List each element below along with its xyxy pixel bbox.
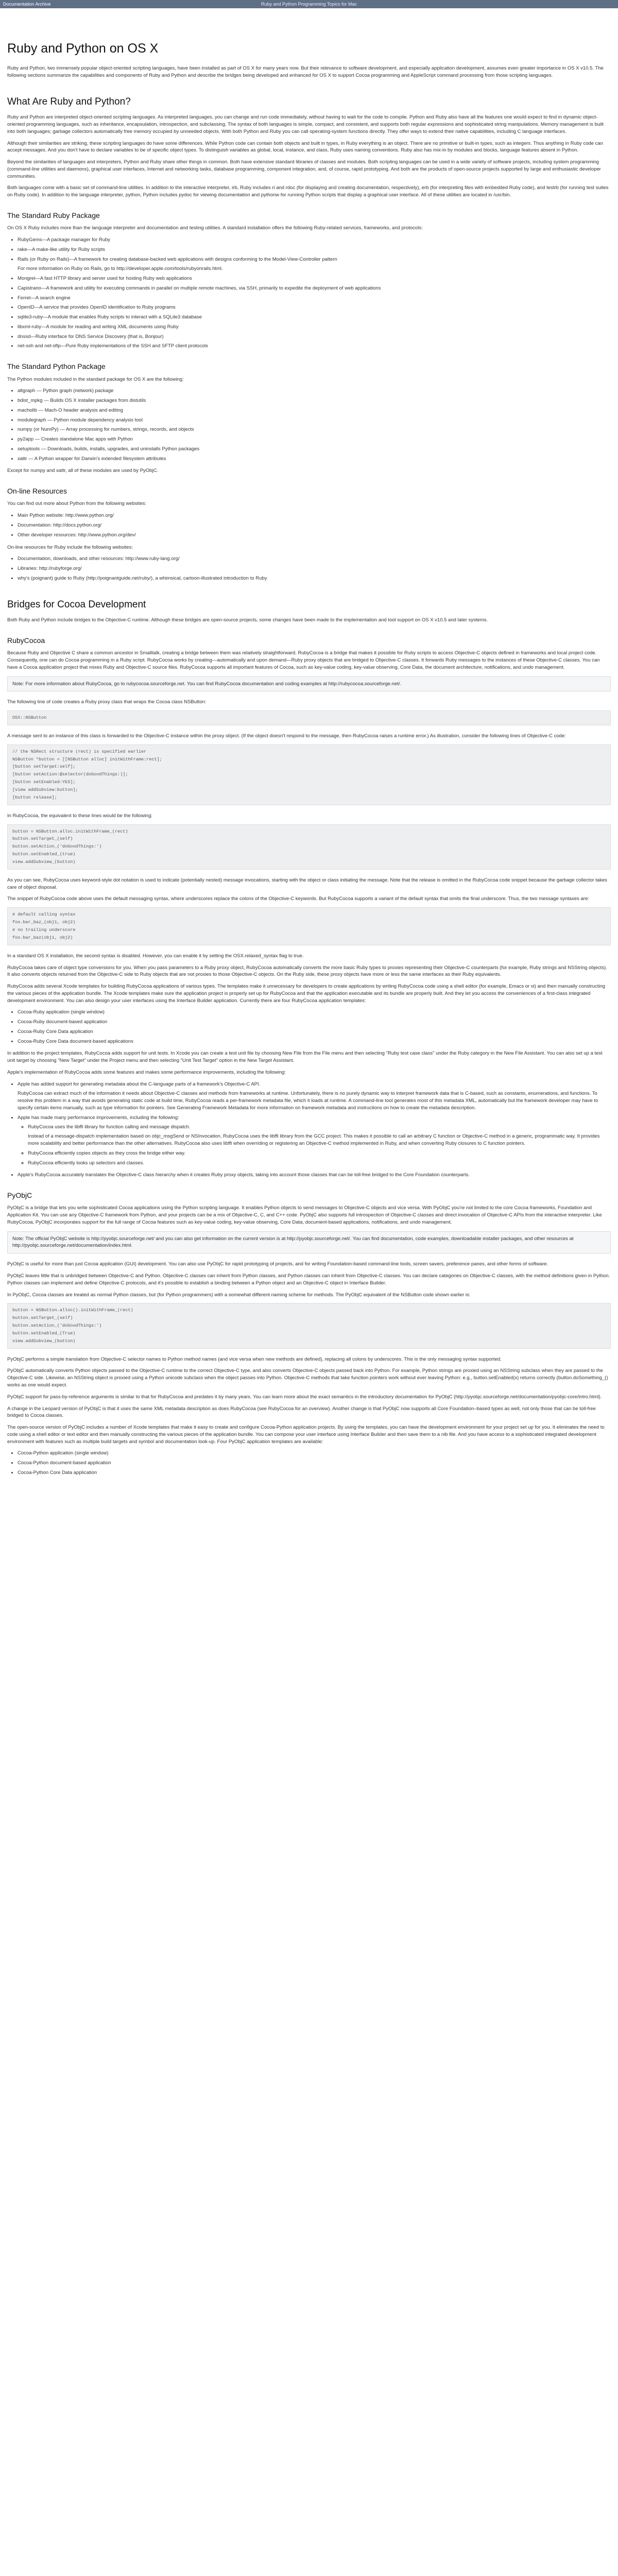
list-item: • Cocoa-Python document-based application	[18, 1460, 611, 1467]
ruby-package-list	[7, 236, 611, 350]
rails-more-info[interactable]: For more information on Ruby on Rails, go to http://developer.apple.com/tools/rubyonrails.html.	[18, 266, 223, 272]
list-item: • altgraph — Python graph (network) package	[18, 387, 611, 395]
documentation-archive-link[interactable]: Documentation Archive	[3, 2, 51, 7]
paragraph: Both languages come with a basic set of command-line utilities. In addition to the interactive interpreter, irb, Ruby includes ri and rdoc (for displaying and creating documentation, respectively), erb (for interpreting files with embedded Ruby code), and testrb (for running test suites on Ruby code). In addition to the language interpreter, python, Python includes pydoc for viewing documentation and pythonw for running Python scripts that display a graphical user interface. All of these utilities are located in /usr/bin.	[7, 185, 609, 198]
list-item: • bdist_mpkg — Builds OS X installer packages from distutils	[18, 397, 611, 404]
section-heading-python-package: The Standard Python Package	[7, 362, 106, 371]
paragraph: On OS X Ruby includes more than the language interpreter and documentation and testing utilities. A standard installation offers the following Ruby-related services, frameworks, and protocols:	[7, 225, 423, 231]
python-resources-list	[7, 512, 611, 538]
article-content	[7, 8, 611, 1477]
paragraph: On-line resources for Ruby include the following websites:	[7, 544, 133, 550]
list-item: • modulegraph — Python module dependency analysis tool	[18, 417, 611, 424]
resource-link[interactable]: • why's (poignant) guide to Ruby (http://poignantguide.net/ruby/), a whimsical, cartoon-illustrated introduction to Ruby	[18, 575, 611, 582]
pyobjc-templates-list	[7, 1450, 611, 1476]
python-package-list	[7, 387, 611, 462]
list-item: • py2app — Creates standalone Mac apps with Python	[18, 436, 611, 443]
list-item: • numpy (or NumPy) — Array processing for numbers, strings, records, and objects	[18, 426, 611, 433]
section-heading-ruby-package: The Standard Ruby Package	[7, 211, 100, 219]
section-heading-what: What Are Ruby and Python?	[7, 96, 131, 107]
paragraph: RubyCocoa takes care of object type conversions for you. When you pass parameters to a Ruby proxy object, RubyCocoa automatically converts the more basic Ruby types to proxies representing their Objective-C counterparts (for example, Ruby strings and NSString objects). It also converts objects returned from the Objective-C side to Ruby objects that are not proxies to those Objective-C objects. On the Ruby side, these proxy objects have more or less the same interfaces as their Ruby equivalents.	[7, 964, 607, 978]
list-item: • dnssd—Ruby interface for DNS Service Discovery (that is, Bonjour)	[18, 333, 611, 341]
paragraph: Except for numpy and xattr, all of these modules are used by PyObjC.	[7, 468, 159, 474]
code-block: button = NSButton.alloc.initWithFrame_(rect) button.setTarget_(self) button.setAction_('doGoodThings:') button.setEnabled_(true) view.addSubview_(button)	[7, 824, 611, 870]
list-item: • Ferret—A search engine	[18, 295, 611, 302]
list-item: • Apple's RubyCocoa accurately translates the Objective-C class hierarchy when it creates Ruby proxy objects, taking into account those classes that can be toll-free bridged to the Core Foundation counterparts.	[18, 1172, 611, 1179]
paragraph: In a standard OS X installation, the second syntax is disabled. However, you can enable it by setting the OSX.relaxed_syntax flag to true.	[7, 953, 304, 959]
list-item: • sqlite3-ruby—A module that enables Ruby scripts to interact with a SQLite3 database	[18, 314, 611, 321]
list-item: • xattr — A Python wrapper for Darwin's extended filesystem attributes	[18, 455, 611, 463]
paragraph: In PyObjC, Cocoa classes are treated as normal Python classes, but (for Python programmers) with a somewhat different naming scheme for methods. The PyObjC equivalent of the NSButton code shown earlier is:	[7, 1292, 471, 1298]
ruby-resources-list	[7, 555, 611, 582]
rubycocoa-templates-list	[7, 1009, 611, 1045]
list-item: Instead of a message-dispatch implementation based on objc_msgSend or NSInvocation, RubyCocoa uses the libffi library from the GCC project. This makes it possible to call an arbitrary C function or Objective-C method in a generic, programmatic way. It provides more scalability and better performance than the other alternatives. RubyCocoa also uses libffi when overriding or registering an Objective-C method implemented in Ruby, and when converting Ruby closures to C function pointers.	[28, 1133, 600, 1147]
list-item: • net-ssh and net-sftp—Pure Ruby implementations of the SSH and SFTP client protocols	[18, 343, 611, 350]
list-item-text: Apple has made many performance improvements, including the following:	[18, 1114, 179, 1121]
list-item: • setuptools — Downloads, builds, installs, upgrades, and uninstalls Python packages	[18, 446, 611, 453]
paragraph: Ruby and Python are interpreted object-oriented scripting languages. As interpreted languages, you can change and run code immediately, without having to wait for the code to compile. Python and Ruby also have all the features one would expect to find in dynamic object-oriented programming languages, such as inheritance, encapsulation, introspection, and subclassing. The syntax of both languages is simple, compact, and consistent, and supports both regular expressions and sophisticated string manipulations. Memory management is built into both languages; garbage collectors automatically free memory occupied by unneeded objects. With both Python and Ruby you can call operating-system functions directly. They offer ways to extend their native capabilities, including C language interfaces.	[7, 114, 604, 134]
section-heading-rubycocoa: RubyCocoa	[7, 636, 45, 645]
list-item	[18, 1114, 611, 1167]
list-item: • Cocoa-Ruby document-based application	[18, 1019, 611, 1026]
paragraph: PyObjC is useful for more than just Cocoa application (GUI) development. You can also use PyObjC for rapid prototyping of projects, and for writing Foundation-based command-line tools, screen savers, preference panes, and other forms of software.	[7, 1261, 548, 1267]
paragraph: The open-source version of PyObjC includes a number of Xcode templates that make it easy to create and configure Cocoa-Python application projects. By using the templates, you can have the development environment for your project set up for you. It eliminates the need to code using a shell editor or text editor and then manually constructing the various pieces of the application bundle. You can compose your user interface using Interface Builder and then save them to a nib file. And you have access to a sophisticated integrated development environment with features such as multiple build targets and symbol and documentation look-up. Four PyObjC application templates are available:	[7, 1425, 605, 1445]
paragraph: Both Ruby and Python include bridges to the Objective-C runtime. Although these bridges are open-source projects, some changes have been made to the implementation and tool support on OS X v10.5 and later systems.	[7, 617, 488, 623]
paragraph: A message sent to an instance of this class is forwarded to the Objective-C instance within the proxy object. (If the object doesn't respond to the message, then RubyCocoa raises a runtime error.) As illustration, consider the following lines of Objective-C code:	[7, 733, 566, 739]
list-item: ◦ RubyCocoa efficiently looks up selectors and classes.	[28, 1160, 611, 1167]
paragraph: RubyCocoa can extract much of the information it needs about Objective-C classes and methods from frameworks at runtime. Unfortunately, there is no purely dynamic way to interpret framework data that is C-based, such as constants, enumerations, and functions. To resolve this problem in a way that avoids generating static code at build time, RubyCocoa reads a per-framework metadata file, which it loads at runtime. A command-line tool generates most of this metadata XML, automatically but the framework developer may have to specify certain items manually, such as type information for pointers. See Generating Framework Metadata for more information on framework metadata and instructions on how to create the metadata description.	[18, 1091, 598, 1111]
list-item: • Capistrano—A framework and utility for executing commands in parallel on multiple remote machines, via SSH, primarily to expedite the deployment of web applications	[18, 285, 611, 292]
paragraph: PyObjC support for pass-by-reference arguments is similar to that for RubyCocoa and predates it by many years. You can learn more about the exact semantics in the introductory documentation for PyObjC (http://pyobjc.sourceforge.net/documentation/pyobjc-core/intro.html).	[7, 1394, 602, 1400]
paragraph: PyObjC performs a simple translation from Objective-C selector names to Python method names (and vice versa when new methods are defined), replacing all colons by underscores. This is the only messaging syntax supported.	[7, 1356, 502, 1362]
list-item: • libxml-ruby—A module for reading and writing XML documents using Ruby	[18, 324, 611, 331]
page-title: Ruby and Python on OS X	[7, 41, 159, 56]
paragraph: Because Ruby and Objective C share a common ancestor in Smalltalk, creating a bridge between them was relatively straightforward. RubyCocoa is a bridge that makes it possible for Ruby scripts to access Objective-C objects defined in frameworks and local project code. Consequently, one can do Cocoa programming in a Ruby script. RubyCocoa works by creating—automatically and upon demand—Ruby proxy objects that are bridged to Objective-C classes. It forwards Ruby messages to the instances of these Objective-C classes. You can have a Cocoa application project that mixes Ruby and Objective-C source files. RubyCocoa supports all important features of Cocoa, such as key-value coding, key-value observing, Core Data, the document architecture, notifications, and undo management.	[7, 650, 600, 670]
list-item: • Cocoa-Ruby Core Data document-based applications	[18, 1038, 611, 1045]
paragraph: PyObjC leaves little that is unbridged between Objective-C and Python. Objective-C classes can inherit from Python classes, and Python classes can inherit from Objective-C classes. You can declare categories on Objective-C classes, with the method definitions given in Python. Python classes can implement and define Objective-C protocols, and it's possible to establish a binding between a Python object and an Objective-C object in Interface Builder.	[7, 1273, 610, 1286]
paragraph: PyObjC automatically converts Python objects passed to the Objective-C runtime to the correct Objective-C type, and also converts Objective-C objects passed back into Python. For example, Python strings are proxied using an NSString subclass when they are passed to the Objective-C side. Likewise, an NSString object is proxied using a Python unicode subclass when the object passes into Python. Objective-C methods that take function pointers work without ever leaving Python: e.g., button.setEnabled(x) returns correctly (button.doSomething_() works as one would expect.	[7, 1368, 608, 1388]
list-item: • Cocoa-Python Core Data application	[18, 1469, 611, 1477]
list-item-text: Apple has added support for generating metadata about the C-language parts of a framework's Objective-C API.	[18, 1081, 261, 1087]
paragraph: Beyond the similarities of languages and interpreters, Python and Ruby share other things in common. Both have extensive standard libraries of classes and modules. Both scripting languages can be used in a wide variety of software projects, including system programming (command-line utilities and daemons), graphical user interfaces, Internet and networking tasks, database programming, component integration, and, of course, rapid prototyping. And both are the products of open-source projects supported by large and enthusiastic developer communities.	[7, 159, 601, 179]
archive-topbar	[0, 0, 618, 8]
list-item: • macholib — Mach-O header analysis and editing	[18, 407, 611, 414]
list-item: • Cocoa-Ruby Core Data application	[18, 1028, 611, 1036]
list-item: ◦ RubyCocoa efficiently copies objects as they cross the bridge either way.	[28, 1150, 611, 1157]
intro-paragraph: Ruby and Python, two immensely popular object-oriented scripting languages, have been installed as part of OS X for many years now. But their relevance to software development, and especially application development, assumes even greater importance in OS X v10.5. The following sections summarize the capabilities and components of Ruby and Python and describe the bridges being developed and enhanced for OS X to support Cocoa programming and AppleScript command processing from those scripting languages.	[7, 65, 604, 79]
list-item	[18, 256, 611, 273]
paragraph: PyObjC is a bridge that lets you write sophisticated Cocoa applications using the Python scripting language. It enables Python objects to send messages to Objective-C objects and vice versa. With PyObjC you're not limited to the core Cocoa frameworks, Foundation and Application Kit. You can use any Objective-C framework from Python, and your projects can be a mix of Objective-C, C, and C++ code. PyObjC also supports full introspection of Objective-C classes and direct invocation of Objective-C APIs from the interactive interpreter. Like RubyCocoa, PyObjC incorporates support for the full range of Cocoa features such as key-value coding, key-value observing, Core Data, document-based applications, notifications, and undo management.	[7, 1205, 602, 1225]
code-block: OSX::NSButton	[7, 710, 611, 725]
rubycocoa-features-list	[7, 1081, 611, 1179]
paragraph: The following line of code creates a Ruby proxy class that wraps the Cocoa class NSButton:	[7, 699, 207, 705]
paragraph: In addition to the project templates, RubyCocoa adds support for unit tests. In Xcode you can create a test unit file by choosing New File from the File menu and then selecting "Ruby test case class" under the Ruby category in the New File Assistant. You can also set up a test unit target by choosing "New Target" under the Project menu and then selecting "Unit Test Target" option in the New Target Assistant.	[7, 1050, 603, 1064]
resource-link[interactable]: • Libraries: http://rubyforge.org/	[18, 565, 611, 572]
document-title-bar: Ruby and Python Programming Topics for Mac	[261, 2, 357, 7]
paragraph: The snippet of RubyCocoa code above uses the default messaging syntax, where underscores replace the colons of the Objective-C keywords. But RubyCocoa supports a variant of the default syntax that omits the final underscore. Thus, the two message syntaxes are:	[7, 896, 589, 902]
sub-list	[18, 1124, 611, 1167]
section-heading-pyobjc: PyObjC	[7, 1191, 32, 1200]
section-heading-bridges: Bridges for Cocoa Development	[7, 599, 146, 610]
resource-link[interactable]: • Main Python website: http://www.python.org/	[18, 512, 611, 519]
list-item: • Cocoa-Python application (single window)	[18, 1450, 611, 1457]
section-heading-online: On-line Resources	[7, 487, 67, 496]
list-item	[18, 1081, 611, 1112]
paragraph: Apple's implementation of RubyCocoa adds some features and makes some performance improvements, including the following:	[7, 1069, 286, 1075]
note-box: Note: The official PyObjC website is http://pyobjc.sourceforge.net/ and you can also get information on the current version is at http://pyobjc.sourceforge.net/. You can find documentation, code examples, downloadable installer packages, and other resources at http://pyobjc.sourceforge.net/documentation/index.html.	[7, 1231, 611, 1254]
list-item: • RubyGems—A package manager for Ruby	[18, 236, 611, 244]
list-item: ◦ RubyCocoa uses the libffi library for function calling and message dispatch.	[28, 1124, 611, 1131]
list-item: • Mongrel—A fast HTTP library and server used for hosting Ruby web applications	[18, 275, 611, 282]
list-item: • rake—A make-like utility for Ruby scripts	[18, 246, 611, 253]
paragraph: As you can see, RubyCocoa uses keyword-style dot notation is used to indicate (potentially nested) message invocations, starting with the object or class initiating the message. Note that the release is omitted in the RubyCocoa code snippet because the garbage collector takes care of object disposal.	[7, 877, 607, 890]
paragraph: You can find out more about Python from the following websites:	[7, 501, 147, 507]
list-item: • OpenID—A service that provides OpenID identification to Ruby programs	[18, 304, 611, 311]
code-block: button = NSButton.alloc().initWithFrame_(rect) button.setTarget_(self) button.setAction_('doGoodThings:') button.setEnabled_(True) view.addSubview_(button)	[7, 1303, 611, 1348]
code-block: // the NSRect structure (rect) is specified earlier NSButton *button = [[NSButton alloc] initWithFrame:rect]; [button setTarget:self]; [button setAction:@selector(doGoodThings:)]; [button setEnabled:YES]; [view addSubview:button]; [button release];	[7, 744, 611, 805]
paragraph: The Python modules included in the standard package for OS X are the following:	[7, 376, 184, 382]
code-block: # default calling syntax foo.bar_baz_(obj1, obj2) # no trailing underscore foo.bar_baz(obj1, obj2)	[7, 907, 611, 945]
paragraph: In RubyCocoa, the equivalent to these lines would be the following:	[7, 812, 153, 819]
paragraph: RubyCocoa adds several Xcode templates for building RubyCocoa applications of various types. The templates make it unnecessary for developers to create applications by writing RubyCocoa code using a shell editor (for example, Emacs or vi) and then manually constructing the various pieces of the application bundle. The Xcode templates make sure the application project is properly set up for RubyCocoa and that the application executable and its bundle are properly built. And they let you access the conveniences of a first-class integrated development environment. You can also design your user interfaces using the Interface Builder application. Currently there are four RubyCocoa application templates:	[7, 984, 606, 1004]
list-item-text: Rails (or Ruby on Rails)—A framework for creating database-backed web applications with designs conforming to the Model-View-Controller pattern	[18, 256, 337, 262]
resource-link[interactable]: • Documentation, downloads, and other resources: http://www.ruby-lang.org/	[18, 555, 611, 563]
paragraph: A change in the Leopard version of PyObjC is that it uses the same XML metadata description as does RubyCocoa (see RubyCocoa for an overview). Another change is that PyObjC now supports all Core Foundation–based types as well, not only those that can be toll-free bridged to Cocoa classes.	[7, 1405, 596, 1419]
resource-link[interactable]: • Documentation: http://docs.python.org/	[18, 522, 611, 529]
note-box: Note: For more information about RubyCocoa, go to rubycocoa.sourceforge.net. You can find RubyCocoa documentation and coding examples at http://rubycocoa.sourceforge.net/.	[7, 676, 611, 692]
list-item: • Cocoa-Ruby application (single window)	[18, 1009, 611, 1016]
paragraph: Although their similarities are striking, these scripting languages do have some differences. While Python code can contain both objects and built in types, in Ruby everything is an object. There are no primitive or built-in types, such as integers. Thus anything in Ruby code can accept messages. And you don't have to declare variables to be of specific object types. To distinguish variables as global, local, instance, and class, Ruby uses naming conventions. Ruby also has mix-in by modules and blocks, language features absent in Python.	[7, 140, 603, 154]
resource-link[interactable]: • Other developer resources: http://www.python.org/dev/	[18, 532, 611, 539]
